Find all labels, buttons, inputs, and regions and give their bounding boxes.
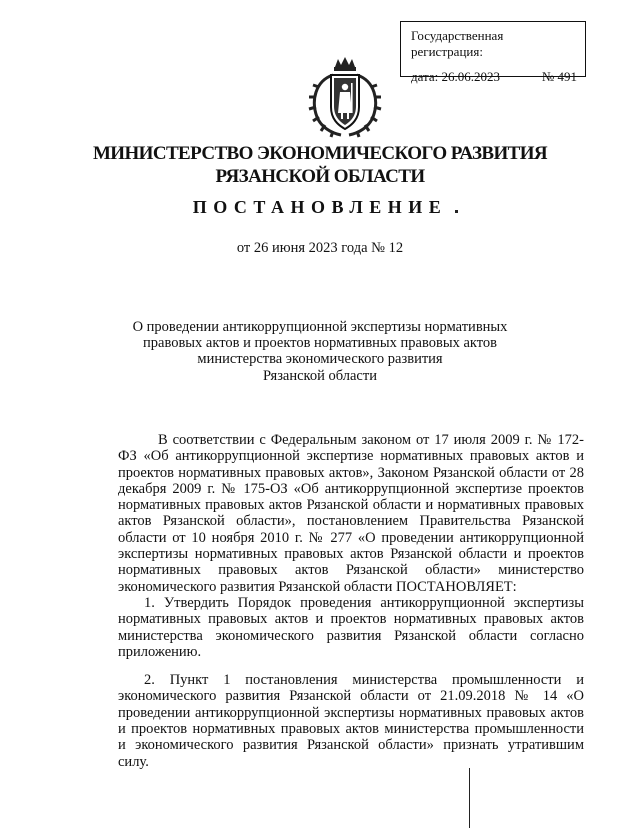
document-subject: [0, 319, 640, 384]
subject-line: министерства экономического развития: [197, 351, 443, 368]
registration-heading: Государственная регистрация:: [411, 28, 504, 59]
subject-line: правовых актов и проектов нормативных правовых актов: [143, 335, 497, 352]
item-2-paragraph: 2. Пункт 1 постановления министерства промышленности и экономического развития Рязанской области от 21.09.2018 № 14 «О проведении антикоррупционной экспертизы нормативных правовых актов и проектов нормативных правовых актов министерства промышленности и экономического развития Рязанской области» признать утратившим силу.: [118, 672, 584, 770]
registration-date: дата: 26.06.2023: [411, 69, 501, 84]
preamble-paragraph: В соответствии с Федеральным законом от 17 июля 2009 г. № 172-ФЗ «Об антикоррупционной экспертизе нормативных правовых актов и проектов нормативных правовых актов», Законом Рязанской области от 28 декабря 2009 г. № 175-ОЗ «Об антикоррупционной экспертизе проектов нормативных правовых актов Рязанской области и нормативных правовых актов Рязанской области», постановлением Правительства Рязанской области от 10 ноября 2010 г. № 277 «О проведении антикоррупционной экспертизы нормативных правовых актов Рязанской области и проектов нормативных правовых актов Рязанской области» министерство экономического развития Рязанской области ПОСТАНОВЛЯЕТ:: [118, 432, 584, 595]
subject-line: Рязанской области: [263, 367, 377, 384]
registration-details: [411, 69, 577, 85]
registration-number: № 491: [541, 69, 577, 84]
ryazan-coat-of-arms-icon: [305, 57, 385, 139]
document-type-title: ПОСТАНОВЛЕНИЕ: [192, 197, 448, 217]
ministry-name-line1: МИНИСТЕРСТВО ЭКОНОМИЧЕСКОГО РАЗВИТИЯ: [92, 143, 548, 164]
registration-stamp: [400, 21, 586, 84]
item-1-paragraph: 1. Утвердить Порядок проведения антикоррупционной экспертизы нормативных правовых актов и проектов нормативных правовых актов министерства экономического развития Рязанской области согласно приложению.: [118, 594, 584, 660]
document-date-number: от 26 июня 2023 года № 12: [236, 240, 404, 256]
scan-mark: [469, 768, 470, 828]
ministry-name-line2: РЯЗАНСКОЙ ОБЛАСТИ: [215, 166, 425, 187]
scan-mark: [455, 210, 458, 213]
subject-line: О проведении антикоррупционной экспертизы нормативных: [132, 319, 508, 335]
document-body: [118, 432, 584, 770]
